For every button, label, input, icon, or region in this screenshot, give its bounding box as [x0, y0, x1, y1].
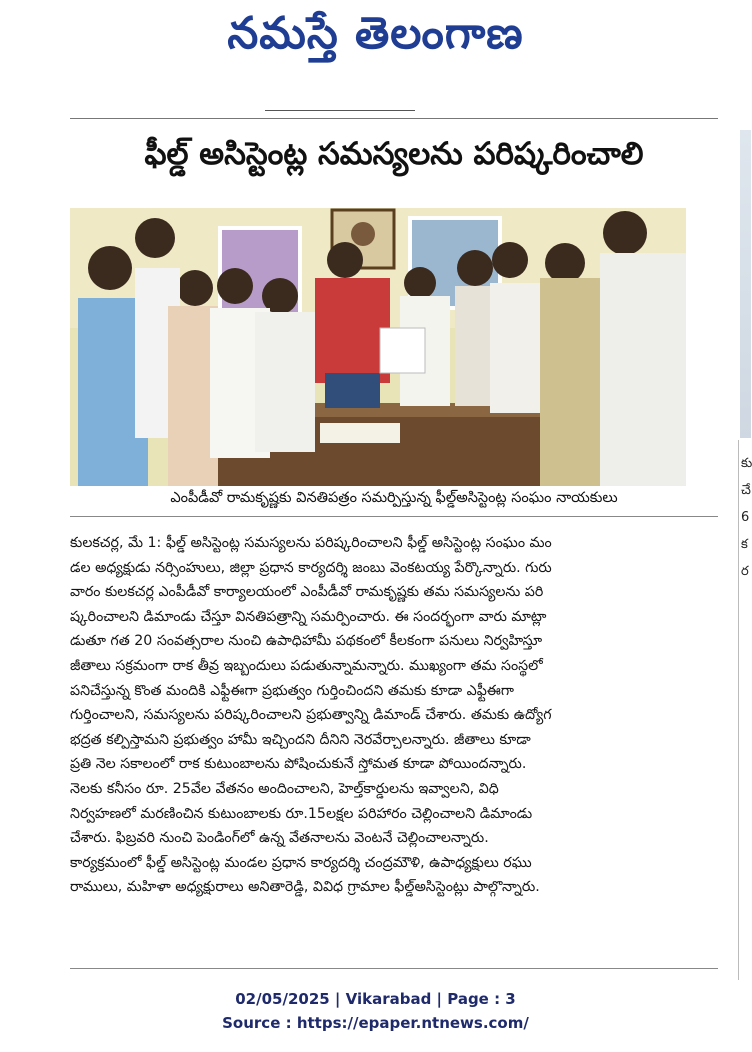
body-line: ప్రతి నెల సకాలంలో రాక కుటుంబాలను పోషించుకునే స్తోమత కూడా పోయిందన్నారు.	[70, 756, 527, 773]
adjacent-text-fragment: ర	[741, 564, 749, 579]
body-line: వారం కులకచర్ల ఎంపీడీవో కార్యాలయంలో ఎంపీడీవో రామకృష్ణకు తమ సమస్యలను పరి	[70, 584, 544, 601]
body-line: చేశారు. ఫిబ్రవరి నుంచి పెండింగ్‌లో ఉన్న వేతనాలను వెంటనే చెల్లించాలన్నారు.	[70, 830, 489, 847]
body-line: డల అధ్యక్షుడు నర్సింహులు, జిల్లా ప్రధాన కార్యదర్శి జంబు వెంకటయ్య పేర్కొన్నారు. గురు	[70, 559, 552, 576]
article-photo	[70, 208, 686, 486]
masthead-logo: నమస్తే తెలంగాణ	[227, 8, 524, 59]
body-line: డుతూ గత 20 సంవత్సరాల నుంచి ఉపాధిహామీ పథకంలో కీలకంగా పనులు నిర్వహిస్తూ	[70, 633, 543, 650]
adjacent-text-fragment: 6	[741, 510, 750, 525]
body-line: భద్రత కల్పిస్తామని ప్రభుత్వం హామీ ఇచ్చిందని దీనిని నెరవేర్చాలన్నారు. జీతాలు కూడా	[70, 731, 531, 748]
photo-caption: ఎంపీడీవో రామకృష్ణకు వినతిపత్రం సమర్పిస్తున్న ఫీల్డ్అసిస్టెంట్ల సంఘం నాయకులు	[170, 490, 618, 506]
body-line: నెలకు కనీసం రూ. 25వేల వేతనం అందించాలని, హెల్త్‌కార్డులను ఇవ్వాలని, విధి	[70, 780, 499, 797]
body-line: గుర్తించాలని, సమస్యలను పరిష్కరించాలని ప్రభుత్వాన్ని డిమాండ్ చేశారు. తమకు ఉద్యోగ	[70, 707, 552, 724]
group-photo-image	[70, 208, 686, 486]
column-divider	[738, 440, 739, 980]
article-body	[70, 531, 686, 900]
article-bottom-divider	[70, 968, 718, 969]
article-headline: ఫీల్డ్ అసిస్టెంట్ల సమస్యలను పరిష్కరించాలి	[144, 136, 644, 172]
adjacent-text-fragment: కు	[741, 456, 752, 471]
footer-date-edition: 02/05/2025 | Vikarabad | Page : 3	[235, 990, 516, 1008]
footer-source: Source : https://epaper.ntnews.com/	[222, 1014, 529, 1032]
adjacent-text-fragment: క	[741, 537, 748, 552]
body-line: కులకచర్ల, మే 1: ఫీల్డ్ అసిస్టెంట్ల సమస్యలను పరిష్కరించాలని ఫీల్డ్ అసిస్టెంట్ల సంఘం మం	[70, 535, 552, 551]
body-line: నిర్వహణలో మరణించిన కుటుంబాలకు రూ.15లక్షల పరిహారం చెల్లించాలని డిమాండు	[70, 805, 533, 822]
adjacent-article-text	[741, 450, 751, 585]
masthead-divider	[265, 110, 415, 111]
adjacent-article-photo-edge	[740, 130, 751, 438]
body-line: పనిచేస్తున్న కొంత మందికి ఎఫ్టీఈగా ప్రభుత్వం గుర్తించిందని తమకు కూడా ఎఫ్టీఈగా	[70, 682, 514, 699]
body-line: రాములు, మహిళా అధ్యక్షురాలు అనితారెడ్డి, వివిధ గ్రామాల ఫీల్డ్అసిస్టెంట్లు పాల్గొన్నారు.	[70, 879, 540, 896]
body-line: కార్యక్రమంలో ఫీల్డ్ అసిస్టెంట్ల మండల ప్రధాన కార్యదర్శి చంద్రమౌళి, ఉపాధ్యక్షులు రఘు	[70, 854, 532, 871]
adjacent-text-fragment: చే	[741, 483, 751, 498]
body-line: ష్కరించాలని డిమాండు చేస్తూ వినతిపత్రాన్ని సమర్పించారు. ఈ సందర్భంగా వారు మాట్లా	[70, 608, 547, 625]
body-line: జీతాలు సక్రమంగా రాక తీవ్ర ఇబ్బందులు పడుతున్నామన్నారు. ముఖ్యంగా తమ సంస్థలో	[70, 657, 543, 674]
caption-divider	[70, 516, 718, 517]
